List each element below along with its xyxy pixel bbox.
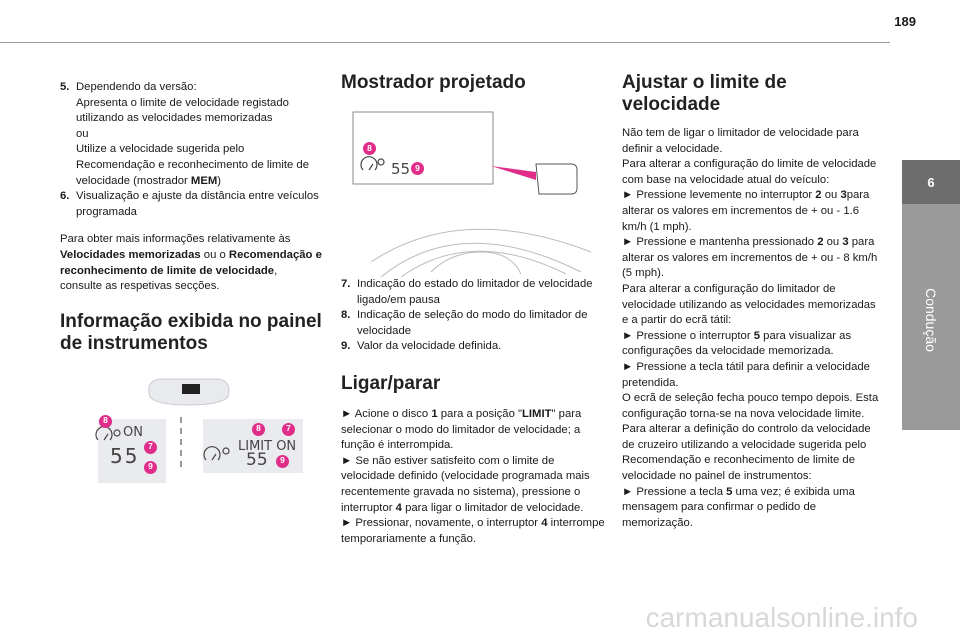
text: ou xyxy=(821,189,841,202)
text: ► Pressione o interruptor xyxy=(622,329,754,342)
item-text: Indicação do estado do limitador de velocidade ligado/em pausa xyxy=(357,278,593,306)
callout-9: 9 xyxy=(144,461,157,474)
speed-value: 55 xyxy=(246,449,268,470)
hud-drawing xyxy=(341,102,606,277)
text: ► Acione o disco xyxy=(341,407,432,420)
watermark: carmanualsonline.info xyxy=(645,602,918,633)
column-2 xyxy=(341,72,606,555)
text: ► Se não estiver satisfeito com o limite de velocidade definido (velocidade programada mais recentemente gravada no sistema), pressione o interruptor xyxy=(341,454,590,514)
item-number: 9. xyxy=(341,340,351,353)
text: para visualizar as configurações da velocidade memorizada. xyxy=(622,329,852,358)
section-heading: Ajustar o limite de velocidade xyxy=(622,72,787,115)
text: " para selecionar o modo do limitador de velocidade; a função é interrompida. xyxy=(341,407,582,452)
paragraph: Não tem de ligar o limitador de velocidade para definir a velocidade. xyxy=(622,127,859,155)
hud-speed: 55 xyxy=(391,160,411,178)
item-line: ) xyxy=(217,174,222,187)
item-number: 5. xyxy=(60,81,70,93)
chapter-sidebar xyxy=(902,160,960,430)
callout-9: 9 xyxy=(276,455,289,468)
paragraph xyxy=(622,188,884,235)
item-text: Indicação de seleção do modo do limitador de velocidade xyxy=(357,309,588,337)
bold: 5 xyxy=(726,485,733,498)
item-text: Visualização e ajuste da distância entre veículos programada xyxy=(76,190,319,218)
info-text: ou o xyxy=(200,248,229,261)
bold: 2 xyxy=(817,236,824,249)
text: uma vez; é exibida uma mensagem para confirmar o pedido de memorização. xyxy=(622,485,855,529)
callout-7: 7 xyxy=(282,423,295,436)
paragraph xyxy=(341,407,606,454)
item-number: 8. xyxy=(341,309,351,322)
list-item-8 xyxy=(341,308,606,339)
text: para a posição " xyxy=(437,407,523,420)
paragraph: Para alterar a configuração do limitador de velocidade utilizando as velocidades memorizadas e a partir do ecrã tátil: xyxy=(622,282,876,327)
info-bold: Velocidades memorizadas xyxy=(60,248,201,261)
text: ou xyxy=(823,236,843,249)
text: para ligar o limitador de velocidade. xyxy=(401,501,584,514)
bold: 5 xyxy=(753,329,761,342)
list-item-6 xyxy=(60,189,322,220)
list-item-5 xyxy=(60,80,322,189)
paragraph xyxy=(622,485,884,532)
item-line: Apresenta o limite de velocidade registado utilizando as velocidades memorizadas xyxy=(76,96,289,125)
text: interrompe temporariamente a função. xyxy=(341,517,605,545)
limit-on-label: LIMIT ON xyxy=(238,438,297,454)
hud-illustration xyxy=(341,102,606,277)
page-number: 189 xyxy=(894,14,916,29)
bold: 4 xyxy=(395,501,402,514)
callout-8: 8 xyxy=(252,423,265,436)
paragraph: Para alterar a configuração do limite de velocidade com base na velocidade atual do veículo: xyxy=(622,158,877,186)
item-text xyxy=(76,80,322,189)
chapter-title-box xyxy=(906,220,956,420)
text: para alterar os valores em incrementos de + ou - 1.6 km/h (1 mph). xyxy=(622,189,870,233)
bold: 4 xyxy=(541,517,548,530)
item-number: 7. xyxy=(341,278,351,290)
callout-8: 8 xyxy=(99,415,112,428)
speed-value: 55 xyxy=(110,443,140,468)
info-bold: Recomendação e reconhecimento de limite de velocidade xyxy=(60,248,322,277)
text: para alterar os valores em incrementos de + ou - 8 km/h (5 mph). xyxy=(622,236,878,280)
item-line: Utilize a velocidade sugerida pelo Recomendação e reconhecimento de limite de velocidade (mostrador xyxy=(76,143,309,187)
section-heading: Mostrador projetado xyxy=(341,72,526,93)
column-1 xyxy=(60,80,322,497)
text: ► Pressionar, novamente, o interruptor xyxy=(341,517,542,530)
item-number: 6. xyxy=(60,190,70,203)
section-heading: Informação exibida no painel de instrumentos xyxy=(60,310,322,354)
list-item-9 xyxy=(341,339,606,355)
paragraph: ► Pressione a tecla tátil para definir a velocidade pretendida. xyxy=(622,360,870,389)
item-line: ou xyxy=(76,127,89,140)
callout-9: 9 xyxy=(411,162,424,175)
text: ► Pressione a tecla xyxy=(622,485,727,498)
item-line: Dependendo da versão: xyxy=(76,81,197,93)
paragraph: O ecrã de seleção fecha pouco tempo depois. Esta configuração torna-se na nova velocidade limite. xyxy=(622,392,879,420)
chapter-title: Condução xyxy=(923,288,940,352)
instrument-panel-illustration xyxy=(60,367,322,497)
section-heading: Ligar/parar xyxy=(341,372,441,394)
item-bold: MEM xyxy=(190,174,218,187)
text: ► Pressione levemente no interruptor xyxy=(622,189,816,202)
text: ► Pressione e mantenha pressionado xyxy=(622,236,818,249)
callout-7: 7 xyxy=(144,441,157,454)
bold: 3 xyxy=(842,236,849,249)
bold: 3 xyxy=(840,189,847,202)
item-text: Valor da velocidade definida. xyxy=(357,340,502,353)
paragraph xyxy=(341,516,606,547)
bold: LIMIT xyxy=(522,407,552,420)
bold: 2 xyxy=(815,189,822,202)
info-text: Para obter mais informações relativamente às xyxy=(60,233,291,246)
list-item-7 xyxy=(341,277,606,308)
paragraph: Para alterar a definição do controlo da velocidade de cruzeiro utilizando a velocidade sugerida pelo Recomendação e reconhecimento de limite de velocidade no painel de instrumentos: xyxy=(622,423,871,483)
header-rule xyxy=(0,42,890,43)
chapter-number: 6 xyxy=(902,160,960,204)
bold: 1 xyxy=(431,407,438,420)
paragraph xyxy=(341,454,606,516)
on-label: ON xyxy=(123,424,143,440)
paragraph xyxy=(622,329,884,360)
info-text: , consulte as respetivas secções. xyxy=(60,264,278,293)
info-paragraph xyxy=(60,232,322,294)
paragraph xyxy=(622,235,884,282)
callout-8: 8 xyxy=(363,142,376,155)
column-3 xyxy=(622,72,884,531)
